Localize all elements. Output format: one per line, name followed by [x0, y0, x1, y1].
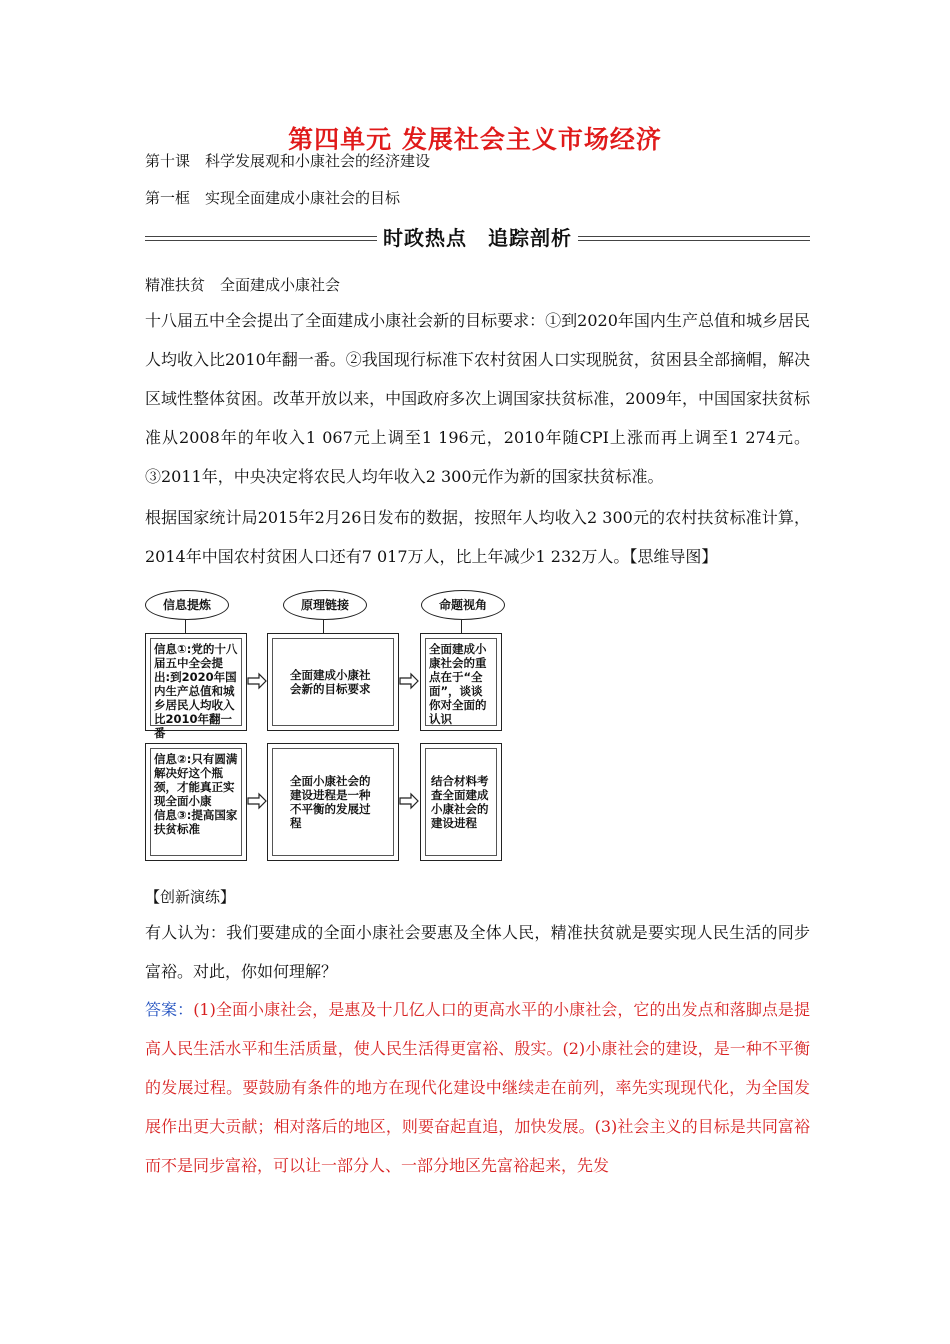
- mindmap-header-info: 信息提炼: [145, 590, 229, 620]
- arrow-right-icon: [247, 673, 267, 689]
- mind-map: [140, 585, 510, 865]
- mindmap-info-box-1: [145, 633, 247, 740]
- answer-block: [145, 990, 810, 1185]
- connector-line: [185, 620, 186, 634]
- topic-heading: 精准扶贫 全面建成小康社会: [145, 276, 341, 294]
- mindmap-info-box-2: [145, 743, 247, 861]
- mindmap-angle-box-2: [420, 743, 502, 861]
- mindmap-header-principle: 原理链接: [283, 590, 367, 620]
- mindmap-angle-text-2: 结合材料考查全面建成小康社会的建设进程: [431, 774, 489, 830]
- arrow-right-icon: [399, 793, 419, 809]
- mindmap-principle-box-2: [267, 743, 399, 861]
- mindmap-info-text-1: 信息①:党的十八届五中全会提出:到2020年国内生产总值和城乡居民人均收入比2010年翻一番: [150, 638, 242, 726]
- mindmap-principle-text-1: 全面建成小康社会新的目标要求: [290, 668, 371, 696]
- mindmap-principle-text-2: 全面小康社会的建设进程是一种不平衡的发展过程: [290, 774, 371, 830]
- connector-line: [323, 620, 324, 634]
- frame-heading: 第一框 实现全面建成小康社会的目标: [145, 189, 401, 207]
- mindmap-angle-text-1: 全面建成小康社会的重点在于“全面”，谈谈你对全面的认识: [425, 638, 497, 726]
- arrow-right-icon: [247, 793, 267, 809]
- arrow-right-icon: [399, 673, 419, 689]
- answer-text: (1)全面小康社会，是惠及十几亿人口的更高水平的小康社会，它的出发点和落脚点是提高人民生活水平和生活质量，使人民生活得更富裕、殷实。(2)小康社会的建设，是一种不平衡的发展过程。要鼓励有条件的地方在现代化建设中继续走在前列，率先实现现代化，为全国发展作出更大贡献；相对落后的地区，则要奋起直追，加快发展。(3)社会主义的目标是共同富裕而不是同步富裕，可以让一部分人、一部分地区先富裕起来，先发: [145, 1000, 810, 1175]
- section-banner: [145, 222, 810, 252]
- practice-heading: 【创新演练】: [145, 888, 236, 906]
- lesson-heading: 第十课 科学发展观和小康社会的经济建设: [145, 152, 431, 170]
- mindmap-info-text-2: 信息②:只有圆满解决好这个瓶颈，才能真正实现全面小康 信息③:提高国家扶贫标准: [150, 748, 242, 856]
- connector-line: [461, 620, 462, 634]
- material-paragraph-1: 十八届五中全会提出了全面建成小康社会新的目标要求：①到2020年国内生产总值和城乡居民人均收入比2010年翻一番。②我国现行标准下农村贫困人口实现脱贫，贫困县全部摘帽，解决区域性整体贫困。改革开放以来，中国政府多次上调国家扶贫标准，2009年，中国国家扶贫标准从2008年的年收入1 067元上调至1 196元，2010年随CPI上涨而再上调至1 274元。③2011年，中央决定将农民人均年收入2 300元作为新的国家扶贫标准。: [145, 311, 810, 486]
- mindmap-header-angle: 命题视角: [421, 590, 505, 620]
- unit-title: 第四单元 发展社会主义市场经济: [288, 125, 662, 154]
- material-paragraph-2: 根据国家统计局2015年2月26日发布的数据，按照年人均收入2 300元的农村扶贫标准计算，2014年中国农村贫困人口还有7 017万人，比上年减少1 232万人。【思维导图】: [145, 508, 810, 566]
- mindmap-principle-box-1: [267, 633, 399, 731]
- question-text: 有人认为：我们要建成的全面小康社会要惠及全体人民，精准扶贫就是要实现人民生活的同步富裕。对此，你如何理解？: [145, 923, 810, 981]
- mindmap-angle-box-1: [420, 633, 502, 731]
- answer-label: 答案：: [145, 1000, 194, 1019]
- banner-title: 时政热点 追踪剖析: [383, 226, 572, 250]
